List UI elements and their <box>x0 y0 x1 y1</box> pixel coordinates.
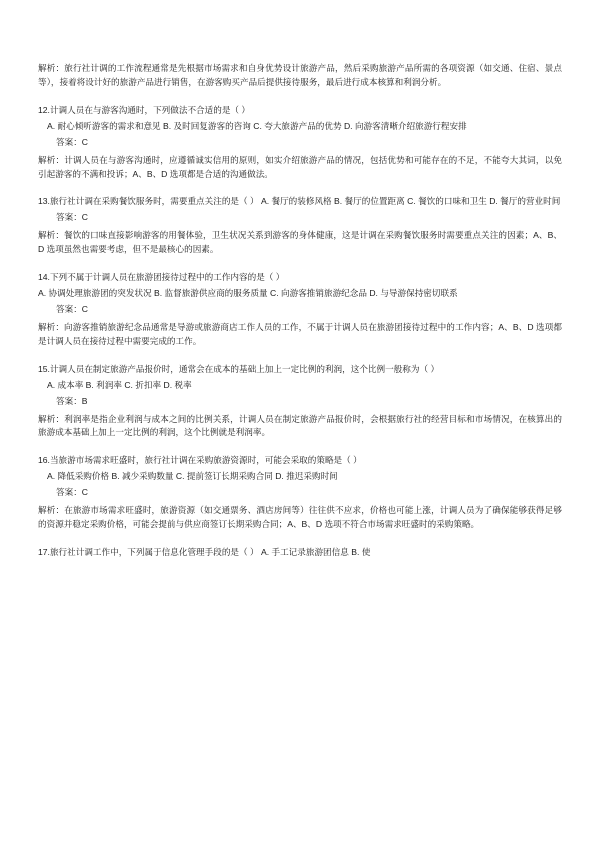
answer-value-15: B <box>81 395 88 406</box>
question-number-15: 15. <box>38 363 50 374</box>
top-explanation: 解析：旅行社计调的工作流程通常是先根据市场需求和自身优势设计旅游产品，然后采购旅游产品所需的各项资源（如交通、住宿、景点等），接着将设计好的旅游产品进行销售，在游客购买产品后提供接待服务，最后进行成本核算和利润分析。 <box>38 63 562 87</box>
question-text-15: 计调人员在制定旅游产品报价时，通常会在成本的基础上加上一定比例的利润，这个比例一般称为（ ） <box>49 363 440 374</box>
question-number-13: 13. <box>38 196 50 207</box>
question-options-15: A. 成本率 B. 利润率 C. 折扣率 D. 税率 <box>47 379 192 390</box>
question-text-13: 旅行社计调在采购餐饮服务时，需要重点关注的是（ ） A. 餐厅的装修风格 B. 餐厅的位置距离 C. 餐饮的口味和卫生 D. 餐厅的营业时间 <box>49 196 561 207</box>
question-block-16 <box>38 454 562 532</box>
question-answer-15 <box>38 395 562 409</box>
question-explanation-13: 解析：餐饮的口味直接影响游客的用餐体验，卫生状况关系到游客的身体健康，这是计调在采购餐饮服务时需要重点关注的因素；A、B、D 选项虽然也需要考虑，但不是最核心的因素。 <box>38 230 562 255</box>
question-text-16: 当旅游市场需求旺盛时，旅行社计调在采购旅游资源时，可能会采取的策略是（ ） <box>49 455 362 466</box>
question-number-12: 12. <box>38 104 50 115</box>
question-block-17 <box>38 546 562 560</box>
question-block-14 <box>38 271 562 349</box>
question-answer-16 <box>38 486 562 500</box>
question-number-17: 17. <box>38 546 50 557</box>
question-stem-17 <box>38 546 562 560</box>
question-stem-12 <box>38 104 562 118</box>
question-block-13 <box>38 195 562 257</box>
answer-value-13: C <box>81 212 89 223</box>
question-options-14: A. 协调处理旅游团的突发状况 B. 监督旅游供应商的服务质量 C. 向游客推销旅游纪念品 D. 与导游保持密切联系 <box>38 288 458 299</box>
question-number-14: 14. <box>38 272 50 283</box>
answer-value-16: C <box>81 487 89 498</box>
question-stem-16 <box>38 454 562 468</box>
answer-label-12: 答案： <box>56 136 82 147</box>
answer-label-15: 答案： <box>56 395 82 406</box>
answer-label-16: 答案： <box>56 487 82 498</box>
answer-value-14: C <box>81 303 89 314</box>
answer-label-13: 答案： <box>56 212 82 223</box>
question-options-16: A. 降低采购价格 B. 减少采购数量 C. 提前签订长期采购合同 D. 推迟采购时间 <box>47 471 338 482</box>
answer-value-12: C <box>81 136 89 147</box>
question-block-15 <box>38 363 562 441</box>
question-explanation-14: 解析：向游客推销旅游纪念品通常是导游或旅游商店工作人员的工作，不属于计调人员在旅游团接待过程中的工作内容；A、B、D 选项都是计调人员在接待过程中需要完成的工作。 <box>38 321 562 346</box>
document-body <box>38 62 562 560</box>
question-answer-12 <box>38 136 562 150</box>
answer-label-14: 答案： <box>56 303 82 314</box>
question-stem-14 <box>38 271 562 285</box>
question-explanation-15: 解析：利润率是指企业利润与成本之间的比例关系，计调人员在制定旅游产品报价时，会根据旅行社的经营目标和市场情况，在核算出的旅游成本基础上加上一定比例的利润，这个比例就是利润率。 <box>38 413 562 438</box>
question-options-12: A. 耐心倾听游客的需求和意见 B. 及时回复游客的咨询 C. 夸大旅游产品的优势 D. 向游客清晰介绍旅游行程安排 <box>47 120 467 131</box>
question-text-14: 下列不属于计调人员在旅游团接待过程中的工作内容的是（ ） <box>49 272 285 283</box>
question-block-12 <box>38 104 562 182</box>
question-explanation-16: 解析：在旅游市场需求旺盛时，旅游资源（如交通票务、酒店房间等）往往供不应求，价格也可能上涨，计调人员为了确保能够获得足够的资源并稳定采购价格，可能会提前与供应商签订长期采购合同；A、B、D 选项不符合市场需求旺盛时的采购策略。 <box>38 505 562 530</box>
question-explanation-12: 解析：计调人员在与游客沟通时，应遵循诚实信用的原则，如实介绍旅游产品的情况，包括优势和可能存在的不足，不能夸大其词，以免引起游客的不满和投诉；A、B、D 选项都是合适的沟通做法。 <box>38 154 562 179</box>
question-answer-13 <box>38 211 562 225</box>
question-text-17: 旅行社计调工作中，下列属于信息化管理手段的是（ ） A. 手工记录旅游团信息 B. 使 <box>49 546 371 557</box>
question-text-12: 计调人员在与游客沟通时，下列做法不合适的是（ ） <box>49 104 250 115</box>
question-number-16: 16. <box>38 455 50 466</box>
question-stem-15 <box>38 363 562 377</box>
question-answer-14 <box>38 303 562 317</box>
question-stem-13 <box>38 195 562 209</box>
